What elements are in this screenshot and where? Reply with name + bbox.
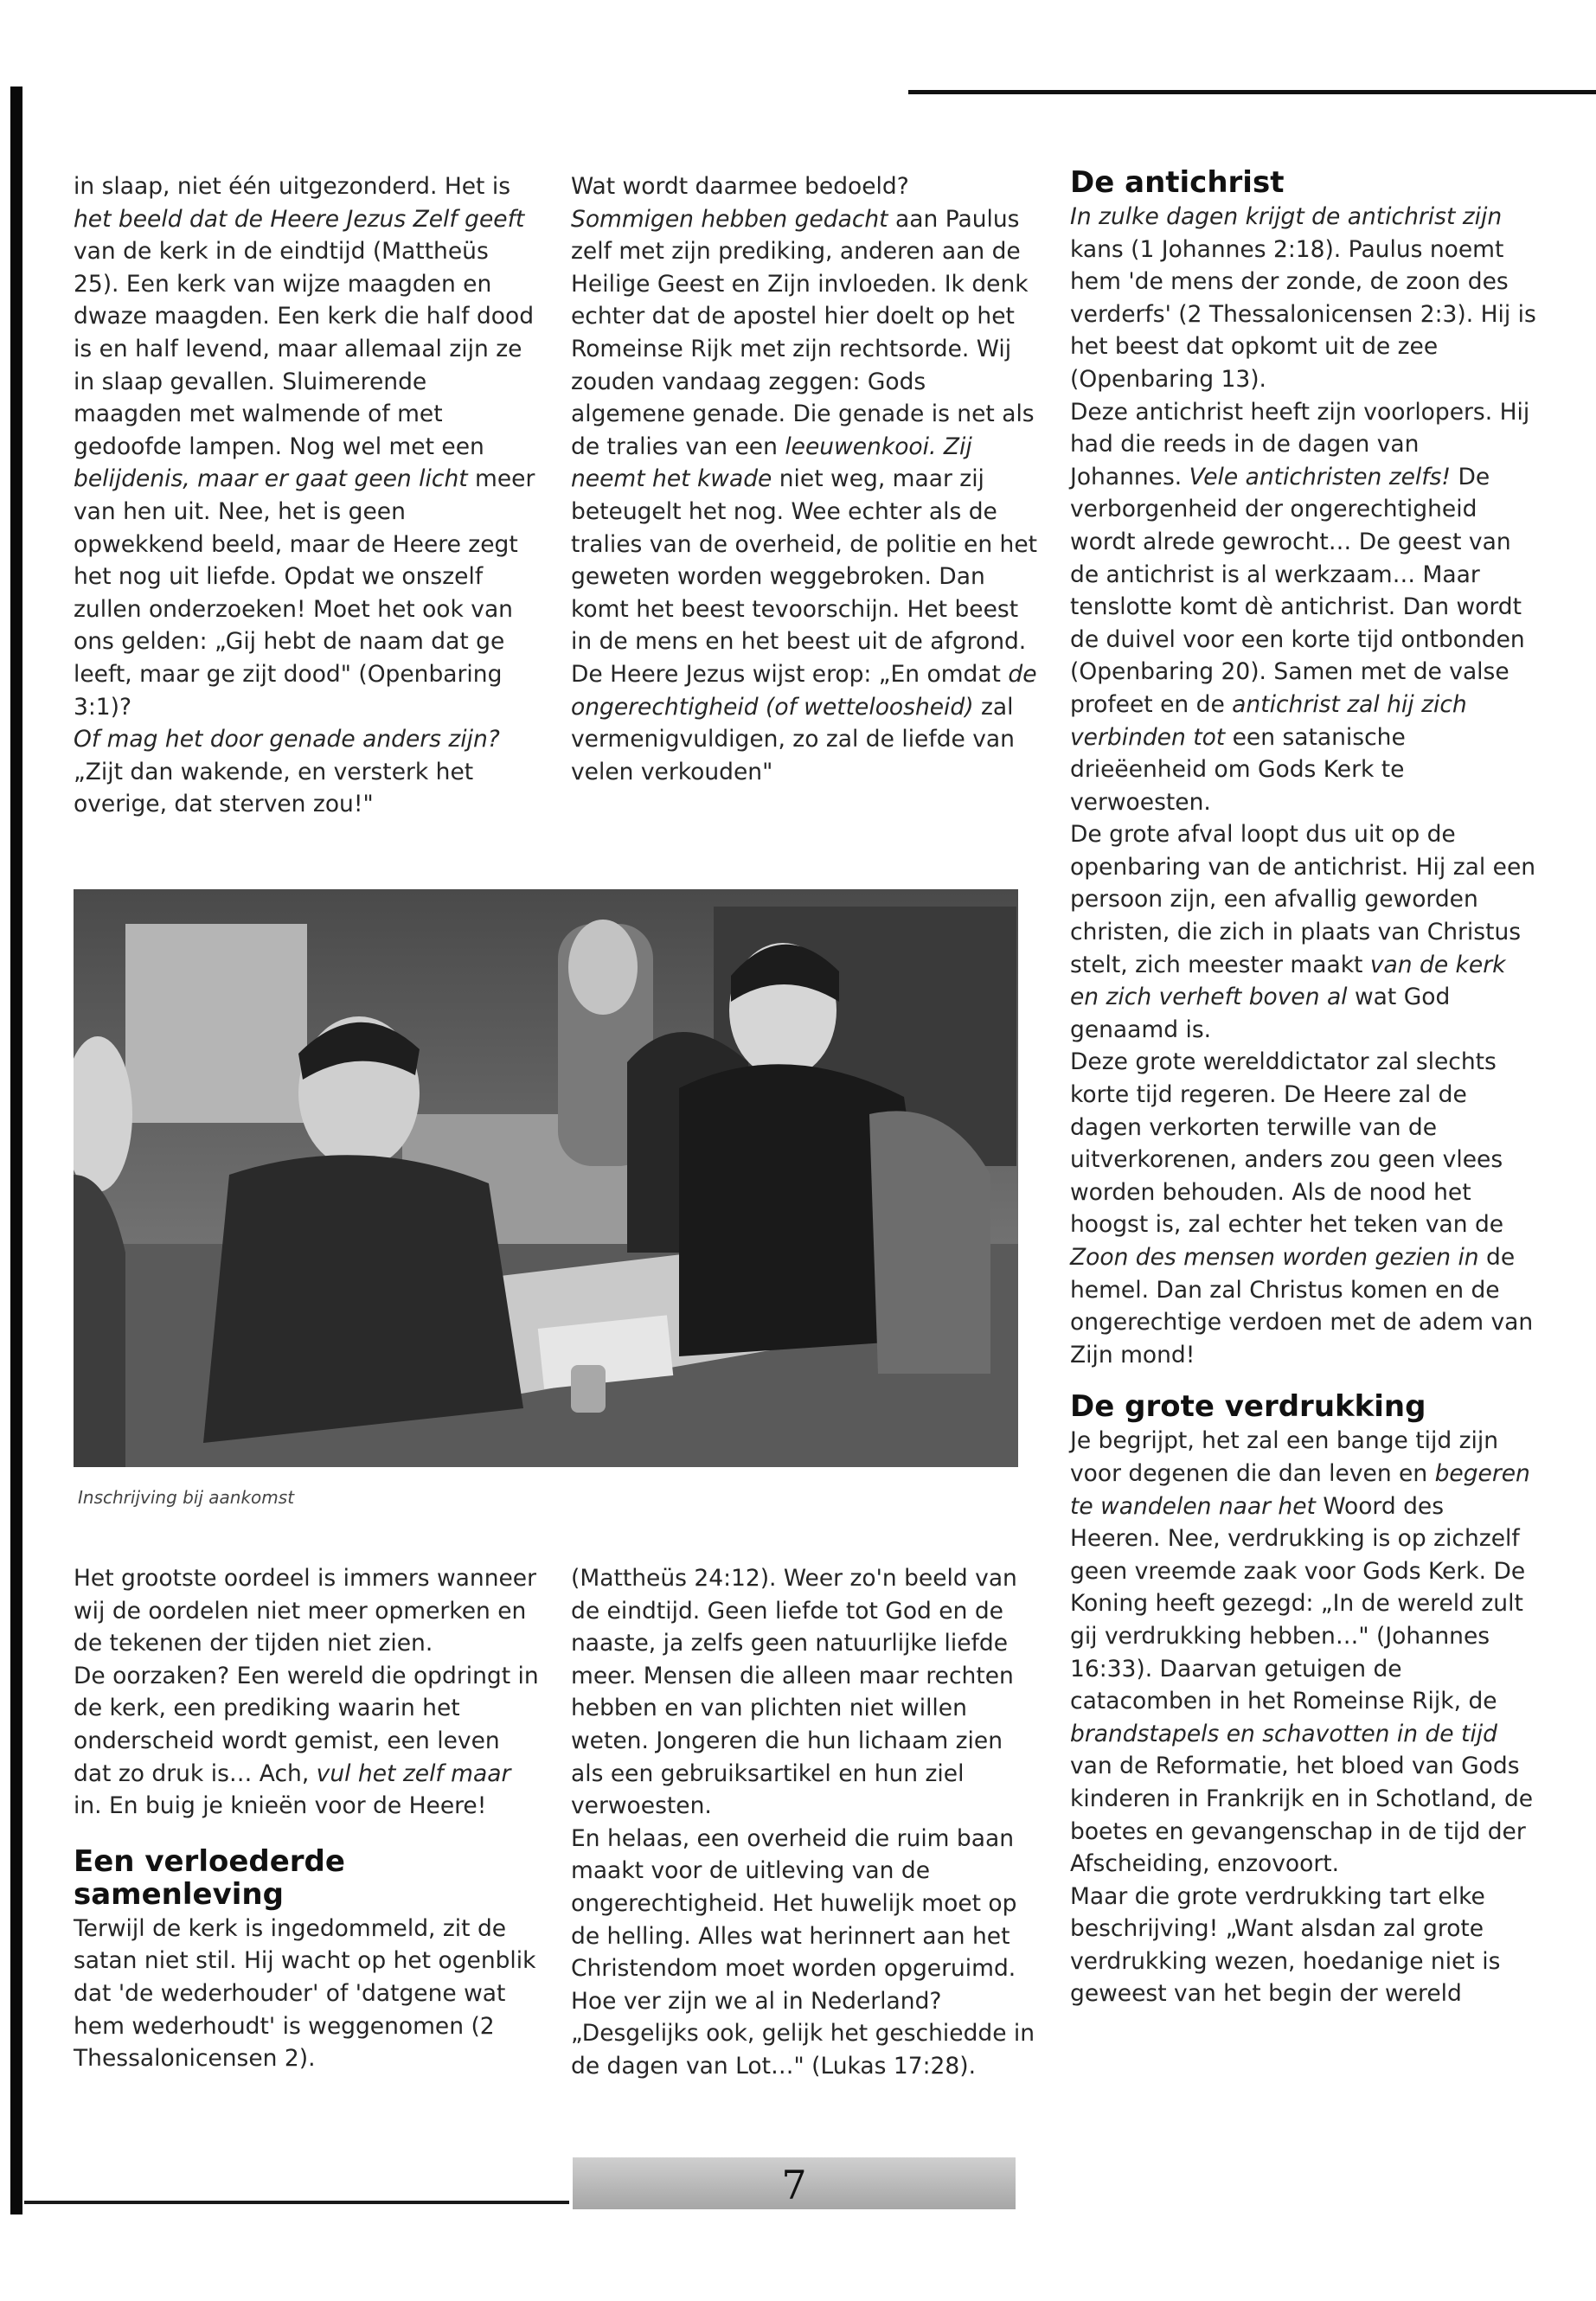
paragraph: Je begrijpt, het zal een bange tijd zijn voor degenen die dan leven en begeren te wandelen naar het Woord des Heeren. Nee, verdrukking is op zichzelf geen vreemde zaak voor Gods Kerk. De Koning heeft gezegd: „In de wereld zult gij verdrukking hebben…" (Johannes 16:33). Daarvan getuigen de catacomben in het Romeinse Rijk, de brandstapels en schavotten in de tijd van de Reformatie, het bloed van Gods kinderen in Frankrijk en in Schotland, de boetes en gevangenschap in de tijd der Afscheiding, enzovoort. [1070,1427,1534,1878]
section-heading-verdrukking: De grote verdrukking [1070,1389,1426,1425]
column-1-top [74,170,541,821]
paragraph: Deze grote werelddictator zal slechts korte tijd regeren. De Heere zal de dagen verkorten terwille van de uitverkorenen, anders zou geen vlees worden behouden. Als de nood het hoogst is, zal echter het teken van de Zoon des mensen worden gezien in de hemel. Dan zal Christus komen en de ongerechtige verdoen met de adem van Zijn mond! [1070,1048,1534,1368]
photo-illustration [74,889,1018,1467]
paragraph: En helaas, een overheid die ruim baan maakt voor de uitleving van de ongerechtigheid. Het huwelijk moet op de helling. Alles wat herinnert aan het Christendom moet worden opgeruimd. Hoe ver zijn we al in Nederland? „Desgelijks ook, gelijk het geschiedde in de dagen van Lot…" (Lukas 17:28). [571,1824,1035,2080]
column-2-bottom [571,1562,1038,2083]
top-rule [908,90,1596,94]
column-3 [1070,166,1537,2010]
left-margin-bar [10,87,22,2214]
photo-caption: Inschrijving bij aankomst [78,1487,295,1508]
section-heading-antichrist: De antichrist [1070,165,1285,200]
paragraph: De Heere Jezus wijst erop: „En omdat de ongerechtigheid (of wetteloosheid) zal vermenigvuldigen, zo zal de liefde van velen verkouden" [571,660,1037,785]
paragraph: Wat wordt daarmee bedoeld? Sommigen hebben gedacht aan Paulus zelf met zijn prediking, anderen aan de Heilige Geest en Zijn invloeden. Ik denk echter dat de apostel hier doelt op het Romeinse Rijk met zijn rechtsorde. Wij zouden vandaag zeggen: Gods algemene genade. Die genade is net als de tralies van een leeuwenkooi. Zij neemt het kwade niet weg, maar zij beteugelt het nog. Wee echter als de tralies van de overheid, de politie en het geweten worden weggebroken. Dan komt het beest tevoorschijn. Het beest in de mens en het beest uit de afgrond. [571,173,1038,656]
paragraph: In zulke dagen krijgt de antichrist zijn kans (1 Johannes 2:18). Paulus noemt hem 'de mens der zonde, de zoon des verderfs' (2 Thessalonicensen 2:3). Hij is het beest dat opkomt uit de zee (Openbaring 13). [1070,203,1536,393]
section-heading-samenleving: Een verloederde samenleving [74,1843,345,1912]
paragraph: Het grootste oordeel is immers wanneer wij de oordelen niet meer opmerken en de tekenen der tijden niet zien. [74,1565,537,1657]
paragraph: in slaap, niet één uitgezonderd. Het is het beeld dat de Heere Jezus Zelf geeft van de kerk in de eindtijd (Mattheüs 25). Een kerk van wijze maagden en dwaze maagden. Een kerk die half dood is en half levend, maar allemaal zijn ze in slaap gevallen. Sluimerende maagden met walmende of met gedoofde lampen. Nog wel met een belijdenis, maar er gaat geen licht meer van hen uit. Nee, het is geen opwekkend beeld, maar de Heere zegt het nog uit liefde. Opdat we onszelf zullen onderzoeken! Moet het ook van ons gelden: „Gij hebt de naam dat ge leeft, maar ge zijt dood" (Openbaring 3:1)? [74,173,535,721]
paragraph: Of mag het door genade anders zijn? „Zijt dan wakende, en versterk het overige, dat sterven zou!" [74,726,500,818]
registration-photo [74,889,1018,1467]
paragraph: De oorzaken? Een wereld die opdringt in de kerk, een prediking waarin het onderscheid wordt gemist, een leven dat zo druk is… Ach, vul het zelf maar in. En buig je knieën voor de Heere! [74,1662,539,1820]
page-number: 7 [573,2157,1016,2209]
paragraph: Terwijl de kerk is ingedommeld, zit de satan niet stil. Hij wacht op het ogenblik dat 'de wederhouder' of 'datgene wat hem wederhoudt' is weggenomen (2 Thessalonicensen 2). [74,1914,536,2073]
paragraph: Deze antichrist heeft zijn voorlopers. Hij had die reeds in de dagen van Johannes. Vele antichristen zelfs! De verborgenheid der ongerechtigheid wordt alrede gewrocht… De geest van de antichrist is al werkzaam… Maar tenslotte komt dè antichrist. Dan wordt de duivel voor een korte tijd ontbonden (Openbaring 20). Samen met de valse profeet en de antichrist zal hij zich verbinden tot een satanische drieëenheid om Gods Kerk te verwoesten. [1070,398,1530,816]
paragraph: De grote afval loopt dus uit op de openbaring van de antichrist. Hij zal een persoon zijn, een afvallig geworden christen, die zich in plaats van Christus stelt, zich meester maakt van de kerk en zich verheft boven al wat God genaamd is. [1070,821,1536,1043]
bottom-rule [24,2201,569,2204]
paragraph: (Mattheüs 24:12). Weer zo'n beeld van de eindtijd. Geen liefde tot God en de naaste, ja zelfs geen natuurlijke liefde meer. Mensen die alleen maar rechten hebben en van plichten niet willen weten. Jongeren die hun lichaam zien als een gebruiksartikel en hun ziel verwoesten. [571,1565,1017,1820]
column-2-top [571,170,1038,788]
paragraph: Maar die grote verdrukking tart elke beschrijving! „Want alsdan zal grote verdrukking wezen, hoedanige niet is geweest van het begin der wereld [1070,1882,1501,2008]
column-1-bottom [74,1562,541,2075]
